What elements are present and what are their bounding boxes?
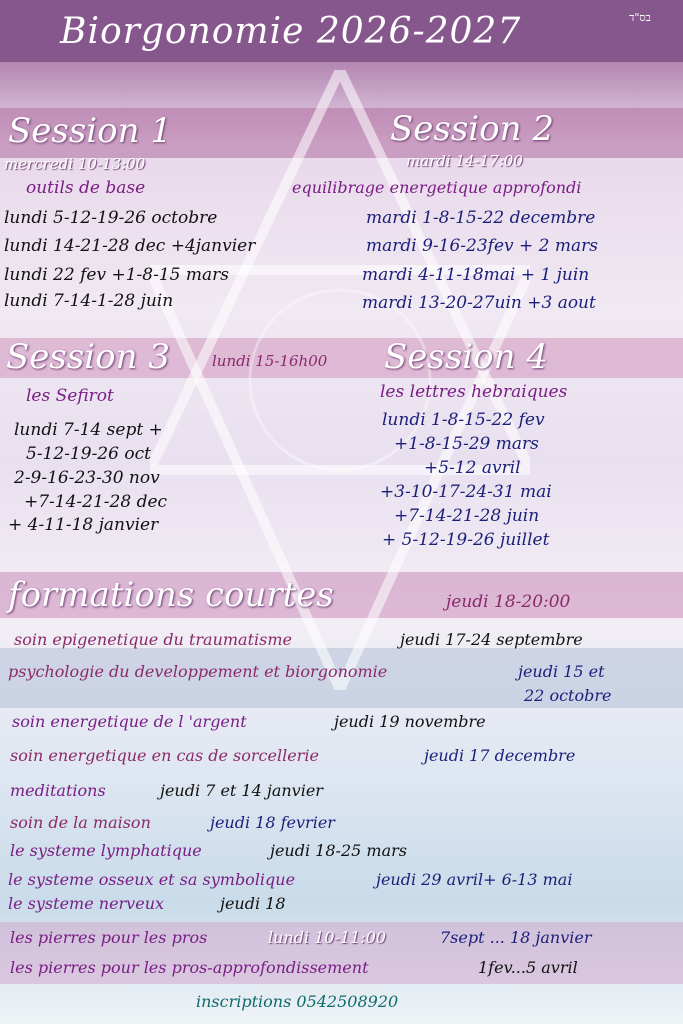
courtes-time: jeudi 18-20:00 xyxy=(446,592,571,612)
session3-date: 5-12-19-26 oct xyxy=(26,444,151,464)
session1-date: lundi 14-21-28 dec +4janvier xyxy=(4,236,256,256)
courtes-title: formations courtes xyxy=(8,575,334,615)
session1-date: lundi 7-14-1-28 juin xyxy=(4,291,174,311)
session2-date: mardi 13-20-27uin +3 aout xyxy=(362,293,596,313)
course-date: jeudi 19 novembre xyxy=(334,712,486,731)
session4-date: lundi 1-8-15-22 fev xyxy=(382,410,545,430)
course-name: soin de la maison xyxy=(10,813,151,832)
session2-date: mardi 9-16-23fev + 2 mars xyxy=(366,236,599,256)
session1-subject: outils de base xyxy=(26,178,146,198)
course-date: jeudi 17 decembre xyxy=(424,746,576,765)
session4-title: Session 4 xyxy=(384,337,548,377)
course-date: jeudi 17-24 septembre xyxy=(400,630,583,649)
session3-date: lundi 7-14 sept + xyxy=(14,420,163,440)
course-name: le systeme nerveux xyxy=(8,894,165,913)
course-name: le systeme lymphatique xyxy=(10,841,202,860)
session2-time: mardi 14-17:00 xyxy=(406,152,523,170)
session1-date: lundi 22 fev +1-8-15 mars xyxy=(4,265,229,285)
course-name: le systeme osseux et sa symbolique xyxy=(8,870,296,889)
course-date: jeudi 18-25 mars xyxy=(270,841,407,860)
page-title: Biorgonomie 2026-2027 xyxy=(60,11,522,52)
session2-title: Session 2 xyxy=(390,109,554,149)
pierres-date: 7sept ... 18 janvier xyxy=(440,928,592,947)
course-name: soin energetique de l 'argent xyxy=(12,712,247,731)
session1-date: lundi 5-12-19-26 octobre xyxy=(4,208,218,228)
session4-date: +3-10-17-24-31 mai xyxy=(380,482,552,502)
session3-subject: les Sefirot xyxy=(26,386,114,406)
course-date-2: 22 octobre xyxy=(524,686,612,705)
session4-date: +7-14-21-28 juin xyxy=(394,506,540,526)
course-date: jeudi 7 et 14 janvier xyxy=(160,781,323,800)
session4-date: + 5-12-19-26 juillet xyxy=(382,530,550,550)
pierres-date: 1fev...5 avril xyxy=(478,958,578,977)
session1-title: Session 1 xyxy=(8,111,172,151)
bsd-mark: בס"ד xyxy=(629,11,651,24)
course-name: psychologie du developpement et biorgonomie xyxy=(8,662,388,681)
inscriptions-phone[interactable]: inscriptions 0542508920 xyxy=(196,992,399,1011)
session3-date: + 4-11-18 janvier xyxy=(8,515,159,535)
session3-date: 2-9-16-23-30 nov xyxy=(14,468,160,488)
session3-title: Session 3 xyxy=(6,337,170,377)
course-date: jeudi 29 avril+ 6-13 mai xyxy=(376,870,573,889)
course-name: soin epigenetique du traumatisme xyxy=(14,630,292,649)
session3-time: lundi 15-16h00 xyxy=(212,352,328,370)
pierres-name: les pierres pour les pros xyxy=(10,928,208,947)
session2-date: mardi 4-11-18mai + 1 juin xyxy=(362,265,590,285)
pierres-time: lundi 10-11:00 xyxy=(268,928,387,947)
course-name: soin energetique en cas de sorcellerie xyxy=(10,746,319,765)
session2-subject: equilibrage energetique approfondi xyxy=(292,178,582,197)
course-date: jeudi 15 et xyxy=(518,662,605,681)
session4-subject: les lettres hebraiques xyxy=(380,382,568,402)
session4-date: +1-8-15-29 mars xyxy=(394,434,539,454)
pierres-name: les pierres pour les pros-approfondissement xyxy=(10,958,369,977)
session2-date: mardi 1-8-15-22 decembre xyxy=(366,208,596,228)
session4-date: +5-12 avril xyxy=(424,458,521,478)
course-name: meditations xyxy=(10,781,106,800)
session3-date: +7-14-21-28 dec xyxy=(24,492,168,512)
course-date: jeudi 18 xyxy=(220,894,286,913)
session1-time: mercredi 10-13:00 xyxy=(4,155,146,173)
course-date: jeudi 18 fevrier xyxy=(210,813,335,832)
